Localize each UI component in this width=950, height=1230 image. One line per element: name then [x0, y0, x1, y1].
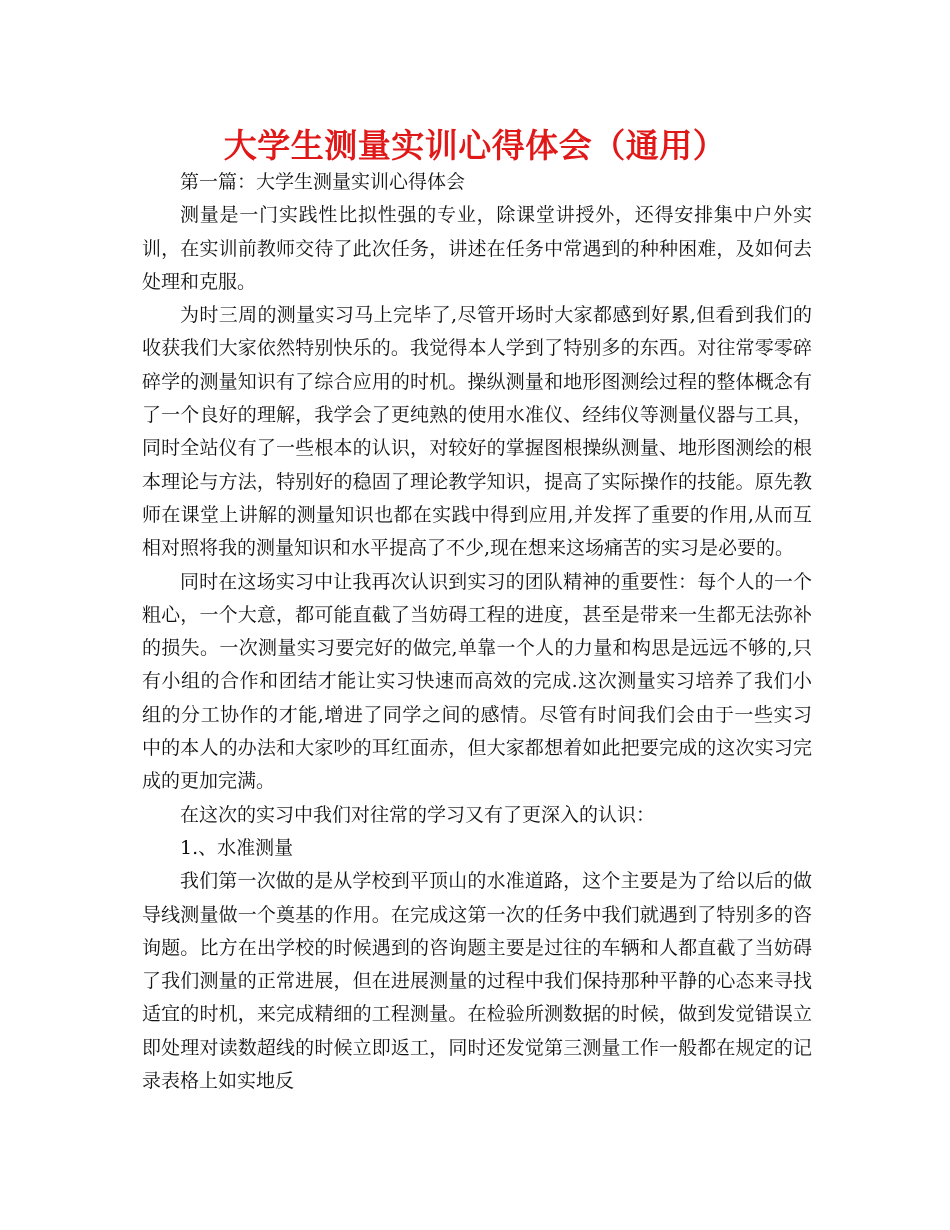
document-title: 大学生测量实训心得体会（通用）: [223, 126, 727, 165]
paragraph: 在这次的实习中我们对往常的学习又有了更深入的认识：: [180, 803, 656, 826]
paragraph: 为时三周的测量实习马上完毕了,尽管开场时大家都感到好累,但看到我们的收获我们大家依然特别快乐的。我觉得本人学到了特别多的东西。对往常零零碎碎学的测量知识有了综合应用的时机。操纵测量和地形图测绘过程的整体概念有了一个良好的理解，我学会了更纯熟的使用水准仪、经纬仪等测量仪器与工具，同时全站仪有了一些根本的认识，对较好的掌握图根操纵测量、地形图测绘的根本理论与方法，特别好的稳固了理论教学知识，提高了实际操作的技能。原先教师在课堂上讲解的测量知识也都在实践中得到应用,并发挥了重要的作用,从而互相对照将我的测量知识和水平提高了不少,现在想来这场痛苦的实习是必要的。: [142, 304, 812, 560]
section-heading: 第一篇：大学生测量实训心得体会: [180, 171, 466, 193]
paragraph: 同时在这场实习中让我再次认识到实习的团队精神的重要性：每个人的一个粗心，一个大意，都可能直截了当妨碍工程的进度，甚至是带来一生都无法弥补的损失。一次测量实习要完好的做完,单靠一个人的力量和构思是远远不够的,只有小组的合作和团结才能让实习快速而高效的完成.这次测量实习培养了我们小组的分工协作的才能,增进了同学之间的感情。尽管有时间我们会由于一些实习中的本人的办法和大家吵的耳红面赤，但大家都想着如此把要完成的这次实习完成的更加完满。: [142, 570, 812, 793]
paragraph: 我们第一次做的是从学校到平顶山的水准道路，这个主要是为了给以后的做导线测量做一个奠基的作用。在完成这第一次的任务中我们就遇到了特别多的咨询题。比方在出学校的时候遇到的咨询题主要是过往的车辆和人都直截了当妨碍了我们测量的正常进展，但在进展测量的过程中我们保持那种平静的心态来寻找适宜的时机，来完成精细的工程测量。在检验所测数据的时候，做到发觉错误立即处理对读数超线的时候立即返工，同时还发觉第三测量工作一般都在规定的记录表格上如实地反: [142, 870, 812, 1093]
subsection-heading: 1.、水准测量: [180, 836, 294, 859]
document-body: [142, 166, 812, 1098]
paragraph: 测量是一门实践性比拟性强的专业，除课堂讲授外，还得安排集中户外实训，在实训前教师交待了此次任务，讲述在任务中常遇到的种种困难，及如何去处理和克服。: [142, 204, 812, 293]
